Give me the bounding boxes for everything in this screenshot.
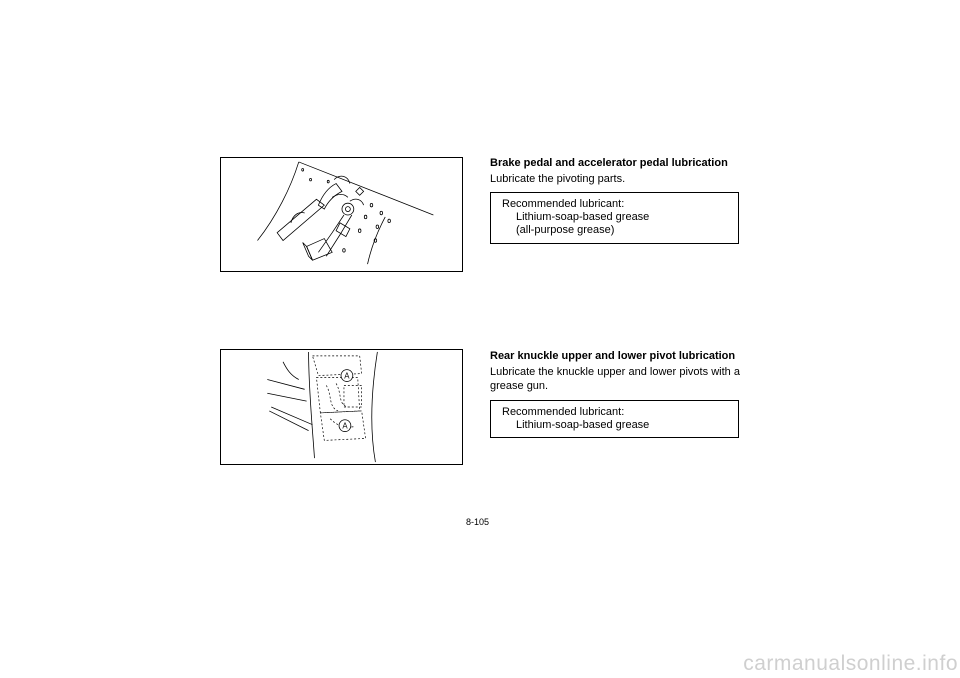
pedal-illustration: [220, 157, 463, 272]
callout-a-lower-label: A: [342, 421, 348, 431]
rear-knuckle-drawing: [221, 350, 462, 464]
lubricant-value: Lithium-soap-based grease: [516, 419, 650, 431]
recommended-lubricant-box-pedal: [490, 192, 739, 244]
lubricant-value: Lithium-soap-based grease: [516, 211, 650, 223]
lubricant-label: Recommended lubricant:: [502, 406, 625, 418]
section-heading-pedal-lubrication: Brake pedal and accelerator pedal lubrication: [490, 157, 728, 169]
pedal-drawing: [221, 158, 462, 271]
lubricant-label: Recommended lubricant:: [502, 198, 625, 210]
rear-knuckle-illustration: [220, 349, 463, 465]
section-instruction-rear-knuckle: Lubricate the knuckle upper and lower pivots with a grease gun.: [490, 366, 740, 392]
recommended-lubricant-box-rear-knuckle: [490, 400, 739, 438]
section-heading-rear-knuckle-lubrication: Rear knuckle upper and lower pivot lubrication: [490, 350, 736, 362]
callout-a-upper-label: A: [344, 371, 350, 381]
page-number: 8-105: [466, 517, 490, 527]
section-instruction-pedal: Lubricate the pivoting parts.: [490, 173, 626, 185]
watermark: carmanualsonline.info: [743, 652, 958, 675]
lubricant-value: (all-purpose grease): [516, 224, 615, 236]
